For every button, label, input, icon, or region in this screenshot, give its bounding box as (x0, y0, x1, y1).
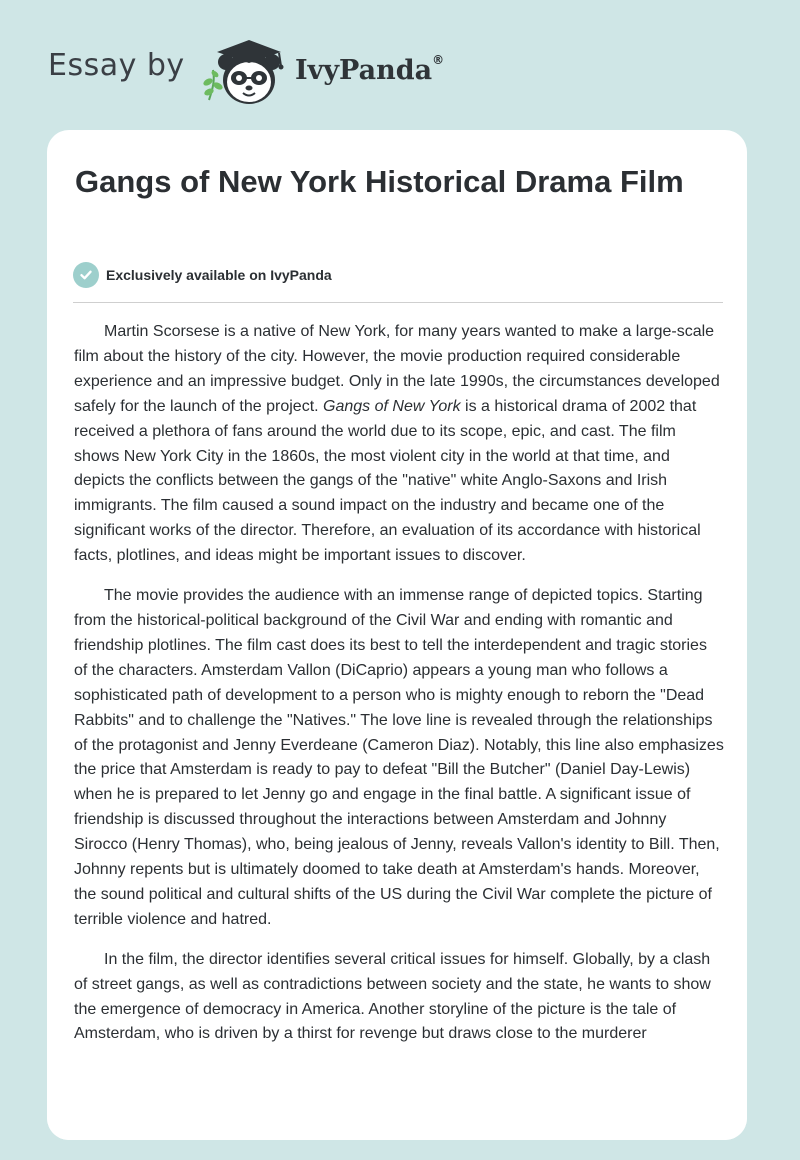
check-circle-icon (73, 262, 99, 288)
essay-card (47, 130, 747, 1140)
essay-body (74, 320, 724, 1062)
exclusive-badge-label: Exclusively available on IvyPanda (106, 267, 332, 283)
panda-graduate-icon[interactable] (201, 36, 291, 108)
page-title: Gangs of New York Historical Drama Film (75, 164, 684, 199)
essay-by-label: Essay by (48, 48, 185, 83)
registered-mark: ® (432, 53, 445, 67)
site-header (0, 0, 800, 130)
paragraph-1 (74, 320, 724, 569)
paragraph-1-part-b: is a historical drama of 2002 that received a plethora of fans around the world due to its scope, epic, and cast. The film shows New York City in the 1860s, the most violent city in the world at that time, and depicts the conflicts between the gangs of the "native" white Anglo-Saxons and Irish immigrants. The film caused a sound impact on the industry and became one of the significant works of the director. Therefore, an evaluation of its accordance with historical facts, plotlines, and ideas might be important issues to discover. (74, 397, 701, 565)
paragraph-1-part-a: Martin Scorsese is a native of New York, for many years wanted to make a large-scale film about the history of the city. However, the movie production required considerable experience and an impressive budget. Only in the late 1990s, the circumstances developed safely for the launch of the project. (74, 323, 720, 415)
brand-logo-text[interactable] (295, 55, 444, 86)
brand-name: IvyPanda (295, 55, 433, 86)
paragraph-2: The movie provides the audience with an immense range of depicted topics. Starting from the historical-political background of the Civil War and ending with romantic and friendship plotlines. The film cast does its best to tell the interdependent and tragic stories of the characters. Amsterdam Vallon (DiCaprio) appears a young man who follows a sophisticated path of development to a person who is mighty enough to reborn the "Dead Rabbits" and to challenge the "Natives." The love line is revealed through the relationships of the protagonist and Jenny Everdeane (Cameron Diaz). Notably, this line also emphasizes the price that Amsterdam is ready to pay to defeat "Bill the Butcher" (Daniel Day-Lewis) when he is prepared to let Jenny go and engage in the final battle. A significant issue of friendship is discussed throughout the interactions between Amsterdam and Johnny Sirocco (Henry Thomas), who, being jealous of Jenny, reveals Vallon's identity to Bill. Then, Johnny repents but is ultimately doomed to take death at Amsterdam's hands. Moreover, the sound political and cultural shifts of the US during the Civil War complete the picture of terrible violence and hatred. (74, 587, 724, 928)
film-title-italic: Gangs of New York (323, 397, 461, 415)
paragraph-3: In the film, the director identifies several critical issues for himself. Globally, by a clash of street gangs, as well as contradictions between society and the state, he wants to show the emergence of democracy in America. Another storyline of the picture is the tale of Amsterdam, who is driven by a thirst for revenge but draws close to the murderer (74, 950, 711, 1043)
card-bottom-mask (47, 1090, 747, 1140)
divider (73, 302, 723, 303)
exclusive-badge (73, 262, 332, 288)
